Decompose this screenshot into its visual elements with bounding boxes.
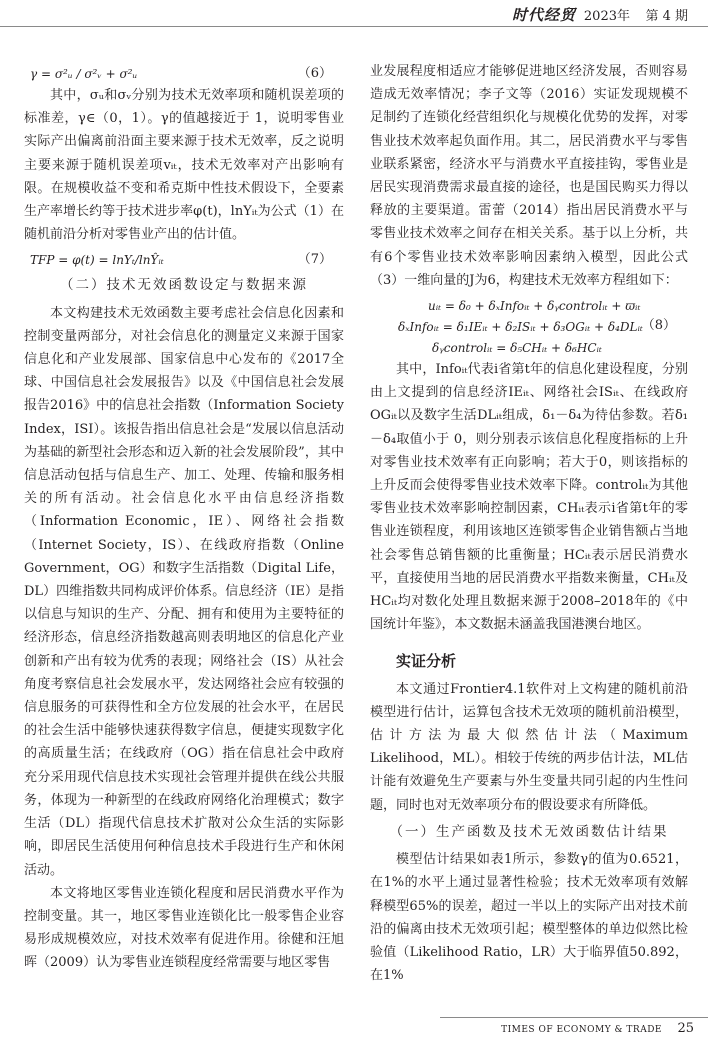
equation-6-expression: γ = σ²ᵤ / σ²ᵥ + σ²ᵤ [30, 67, 138, 81]
page-footer [0, 1013, 708, 1043]
paragraph-control-variables: 本文将地区零售业连锁化程度和居民消费水平作为控制变量。其一，地区零售业连锁化比一般零售企业容易形成规模效应，对技术效率有促进作用。徐健和汪旭晖（2009）认为零售业连锁程度经常需要与地区零售 [24, 885, 344, 971]
paragraph-continued: 业发展程度相适应才能够促进地区经济发展，否则容易造成无效率情况；李子文等（2016）实证发现规模不足制约了连锁化经营组织化与规模化优势的发挥，对零售业技术效率起负面作用。其二，居民消费水平与零售业联系紧密，经济水平与消费水平直接挂钩，零售业是居民实现消费需求最直接的途径，也是国民购买力得以释放的主要渠道。雷蕾（2014）指出居民消费水平与零售业技术效率之间存在相关关系。基于以上分析，共有6个零售业技术效率影响因素纳入模型，因此公式（3）一维向量的J为6，构建技术无效率方程组如下： [370, 64, 688, 288]
equation-8-row-3: δᵧcontrolᵢₜ = δ₅CHᵢₜ + δ₆HCᵢₜ [432, 341, 602, 356]
equation-8-row-1: uᵢₜ = δ₀ + δₓInfoᵢₜ + δᵧcontrolᵢₜ + ϖᵢₜ [428, 299, 641, 314]
paragraph-estimation-method: 本文通过Frontier4.1软件对上文构建的随机前沿模型进行估计，运算包含技术无效项的随机前沿模型，估计方法为最大似然估计法（Maximum Likelihood，ML）。相较于传统的两步估计法，ML估计能有效避免生产要素与外生变量共同引起的内生性问题，同时也对无效率项分布的假设要求有所降低。 [370, 681, 688, 813]
left-column [24, 60, 344, 975]
subsection-heading-1: （一）生产函数及技术无效函数估计结果 [389, 823, 669, 840]
issue-number: 第 4 期 [645, 9, 688, 24]
right-column [370, 60, 688, 987]
footer-journal-label: TIMES OF ECONOMY & TRADE [501, 1025, 662, 1035]
section-heading: 实证分析 [396, 652, 457, 671]
issue-year: 2023年 [583, 9, 630, 24]
subsection-heading-2: （二）技术无效函数设定与数据来源 [60, 277, 308, 294]
equation-8 [370, 292, 688, 358]
equation-6-number: （6） [297, 66, 332, 81]
equation-7-number: （7） [297, 252, 332, 268]
journal-title: 时代经贸 [511, 6, 576, 24]
paragraph-information-index: 本文构建技术无效函数主要考虑社会信息化因素和控制变量两部分，对社会信息化的测量定义来源于国家信息化和产业发展部、国家信息中心发布的《2017全球、中国信息社会发展报告》以及《中国信息社会发展报告2016》中的信息社会指数（Information Society Index，ISI）。该报告指出信息社会是“发展以信息活动为基础的新型社会形态和迈入新的社会发展阶段”，其中信息活动包括与信息生产、加工、处理、传输和服务相关的所有活动。社会信息化水平由信息经济指数（Information Economic，IE）、网络社会指数（Internet Society，IS）、在线政府指数（Online Government，OG）和数字生活指数（Digital Life，DL）四维指数共同构成评价体系。信息经济（IE）是指以信息与知识的生产、分配、拥有和使用为主要特征的经济形态，信息经济指数越高则表明地区的信息化产业创新和产出有较为优秀的表现；网络社会（IS）从社会角度考察信息社会发展水平，发达网络社会应有较强的信息服务的可获得性和全方位发展的社会水平，在居民的社会生活中能够快速获得数字信息，便捷实现数字化的高质量生活；在线政府（OG）指在信息社会中政府充分采用现代信息技术实现社会管理并提供在线公共服务，体现为一种新型的在线政府网络化治理模式；数字生活（DL）指现代信息技术扩散对公众生活的实际影响，即居民生活使用何种信息技术手段进行生产和休闲活动。 [24, 305, 344, 878]
equation-6 [24, 60, 344, 84]
paragraph-gamma: 其中，σᵤ和σᵥ分别为技术无效率项和随机误差项的标准差，γ∈（0，1）。γ的值越接近于 1，说明零售业实际产出偏离前沿面主要来源于技术无效率，反之说明主要来源于随机误差项vᵢₜ，技术无效率对产出影响有限。在规模收益不变和希克斯中性技术假设下，全要素生产率增长约等于技术进步率φ(t)，lnYᵢₜ为公式（1）在随机前沿分析对零售业产出的估计值。 [24, 88, 344, 243]
equation-7 [24, 246, 344, 270]
page-number: 25 [677, 1021, 694, 1036]
equation-8-row-2: δₓInfoᵢₜ = δ₁IEᵢₜ + δ₂ISᵢₜ + δ₃OGᵢₜ + δ₄DLᵢₜ [398, 320, 643, 335]
footer-rule [440, 1017, 708, 1018]
paragraph-variable-definitions: 其中，Infoᵢₜ代表i省第t年的信息化建设程度，分别由上文提到的信息经济IEᵢₜ、网络社会ISᵢₜ、在线政府OGᵢₜ以及数字生活DLᵢₜ组成，δ₁－δ₄为待估参数。若δ₁－δ₄取值小于 0，则分别表示该信息化程度指标的上升对零售业技术效率有正向影响；若大于0，则该指标的上升反而会使得零售业技术效率下降。controlᵢₜ为其他零售业技术效率影响控制因素，CHᵢₜ表示i省第t年的零售业连锁程度，利用该地区连锁零售企业销售额占当地社会零售总销售额的比重衡量；HCᵢₜ表示居民消费水平，直接使用当地的居民消费水平指数来衡量，CHᵢₜ及HCᵢₜ均对数化处理且数据来源于2008–2018年的《中国统计年鉴》，本文数据未涵盖我国港澳台地区。 [370, 362, 688, 633]
equation-8-number: （8） [641, 318, 676, 334]
paragraph-results: 模型估计结果如表1所示，参数γ的值为0.6521，在1%的水平上通过显著性检验；技术无效率项有效解释模型65%的误差，超过一半以上的实际产出对技术前沿的偏离由技术无效项引起；模型整体的单边似然比检验值（Likelihood Ratio，LR）大于临界值50.892，在1% [370, 852, 688, 984]
page-header [0, 0, 708, 27]
equation-7-expression: TFP = φ(t) = lnYₜ/lnŶᵢₜ [30, 253, 164, 268]
